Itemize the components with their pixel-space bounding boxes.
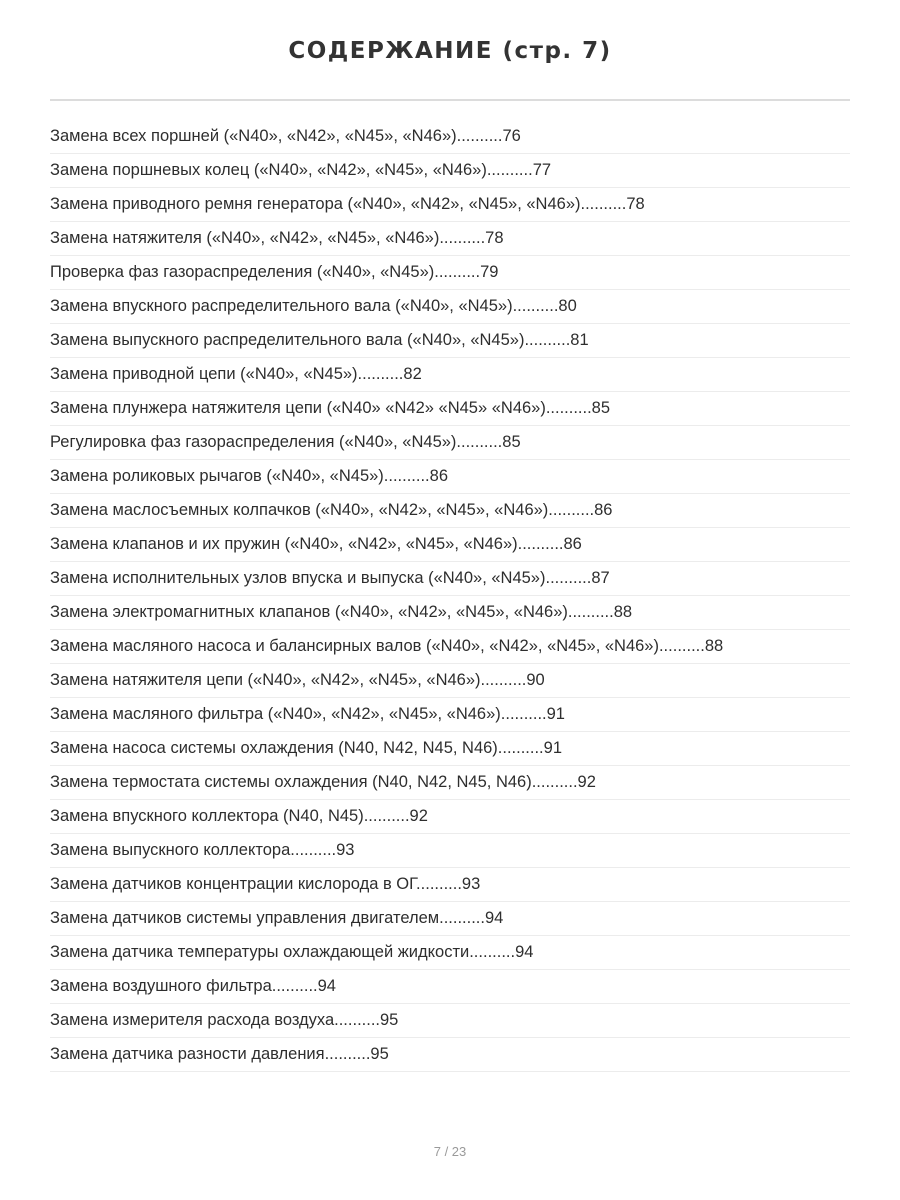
toc-entry[interactable]: Замена выпускного распределительного вала («N40», «N45»)..........81 [50,324,850,358]
toc-entry[interactable]: Замена впускного коллектора (N40, N45)..........92 [50,800,850,834]
toc-entry[interactable]: Замена плунжера натяжителя цепи («N40» «N42» «N45» «N46»)..........85 [50,392,850,426]
toc-entry[interactable]: Замена измерителя расхода воздуха..........95 [50,1004,850,1038]
toc-entry[interactable]: Замена термостата системы охлаждения (N40, N42, N45, N46)..........92 [50,766,850,800]
toc-entry[interactable]: Замена насоса системы охлаждения (N40, N42, N45, N46)..........91 [50,732,850,766]
toc-entry[interactable]: Замена воздушного фильтра..........94 [50,970,850,1004]
toc-entry[interactable]: Замена электромагнитных клапанов («N40», «N42», «N45», «N46»)..........88 [50,596,850,630]
toc-entry[interactable]: Замена поршневых колец («N40», «N42», «N45», «N46»)..........77 [50,154,850,188]
toc-entry[interactable]: Замена всех поршней («N40», «N42», «N45», «N46»)..........76 [50,120,850,154]
table-of-contents [50,120,850,1072]
toc-entry[interactable]: Замена клапанов и их пружин («N40», «N42», «N45», «N46»)..........86 [50,528,850,562]
title-divider [50,99,850,101]
toc-entry[interactable]: Замена приводной цепи («N40», «N45»)..........82 [50,358,850,392]
toc-entry[interactable]: Замена выпускного коллектора..........93 [50,834,850,868]
toc-entry[interactable]: Замена датчика разности давления..........95 [50,1038,850,1072]
toc-entry[interactable]: Проверка фаз газораспределения («N40», «N45»)..........79 [50,256,850,290]
toc-entry[interactable]: Замена роликовых рычагов («N40», «N45»)..........86 [50,460,850,494]
toc-entry[interactable]: Замена датчика температуры охлаждающей жидкости..........94 [50,936,850,970]
toc-entry[interactable]: Замена масляного насоса и балансирных валов («N40», «N42», «N45», «N46»)..........88 [50,630,850,664]
page-indicator: 7 / 23 [433,1144,467,1159]
toc-entry[interactable]: Регулировка фаз газораспределения («N40», «N45»)..........85 [50,426,850,460]
toc-entry[interactable]: Замена датчиков системы управления двигателем..........94 [50,902,850,936]
toc-entry[interactable]: Замена приводного ремня генератора («N40», «N42», «N45», «N46»)..........78 [50,188,850,222]
toc-entry[interactable]: Замена натяжителя («N40», «N42», «N45», «N46»)..........78 [50,222,850,256]
toc-entry[interactable]: Замена датчиков концентрации кислорода в ОГ..........93 [50,868,850,902]
toc-entry[interactable]: Замена исполнительных узлов впуска и выпуска («N40», «N45»)..........87 [50,562,850,596]
toc-entry[interactable]: Замена впускного распределительного вала («N40», «N45»)..........80 [50,290,850,324]
toc-entry[interactable]: Замена масляного фильтра («N40», «N42», «N45», «N46»)..........91 [50,698,850,732]
toc-entry[interactable]: Замена маслосъемных колпачков («N40», «N42», «N45», «N46»)..........86 [50,494,850,528]
page-title: СОДЕРЖАНИЕ (стр. 7) [288,38,612,64]
toc-entry[interactable]: Замена натяжителя цепи («N40», «N42», «N45», «N46»)..........90 [50,664,850,698]
